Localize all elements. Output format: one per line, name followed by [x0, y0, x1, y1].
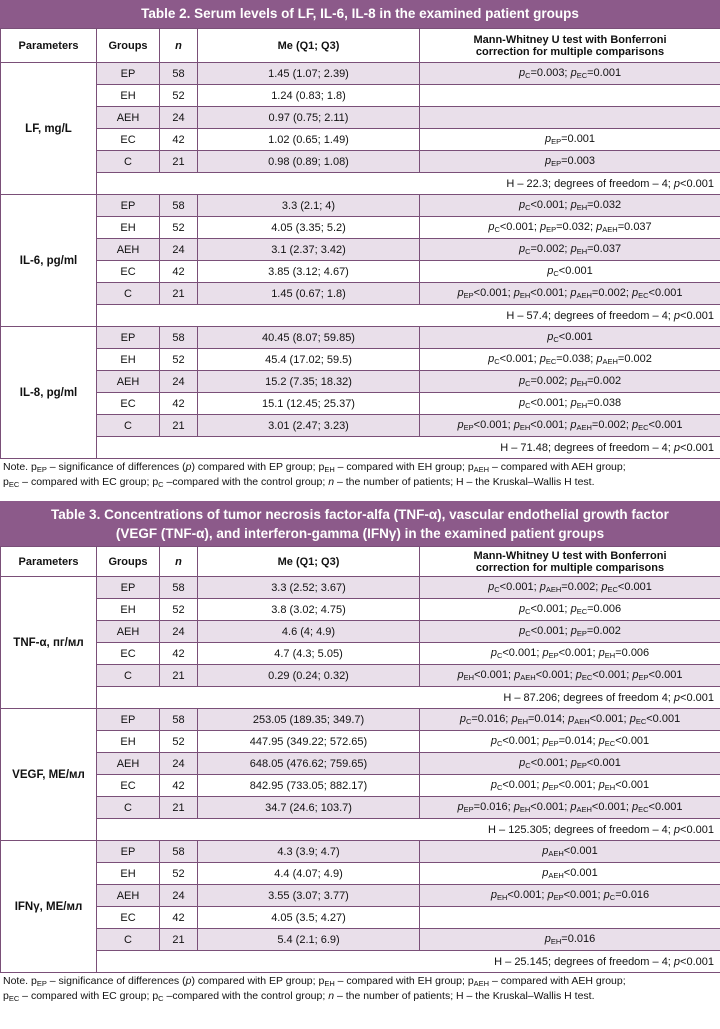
- table-row: [1, 349, 720, 371]
- header-groups: Groups: [97, 547, 160, 577]
- n-cell: 24: [160, 885, 198, 907]
- table-row: [1, 261, 720, 283]
- group-cell: EC: [97, 393, 160, 415]
- table-3-body: [1, 577, 720, 973]
- p-value-cell: $p_{EH}<0.001$; $p_{AEH}<0.001$; $p_{EC}<0.001$; $p_{EP}<0.001$: [420, 665, 720, 687]
- n-cell: 42: [160, 261, 198, 283]
- table-3-title-line-1: Table 3. Concentrations of tumor necrosis factor-alfa (TNF-α), vascular endothelial growth factor: [51, 507, 669, 522]
- group-cell: EP: [97, 63, 160, 85]
- table-row: [1, 929, 720, 951]
- p-value-cell: $p_C=0.002$; $p_{EH}=0.037$: [420, 239, 720, 261]
- summary-row: [1, 819, 720, 841]
- group-cell: EH: [97, 85, 160, 107]
- group-cell: EH: [97, 349, 160, 371]
- n-cell: 24: [160, 753, 198, 775]
- p-value-cell: $p_C<0.001$; $p_{EH}=0.032$: [420, 195, 720, 217]
- n-cell: 24: [160, 371, 198, 393]
- group-cell: AEH: [97, 239, 160, 261]
- n-cell: 58: [160, 841, 198, 863]
- group-cell: C: [97, 283, 160, 305]
- median-cell: 45.4 (17.02; 59.5): [198, 349, 420, 371]
- p-value-cell: [420, 907, 720, 929]
- summary-row: [1, 437, 720, 459]
- header-parameters: Parameters: [1, 547, 97, 577]
- group-cell: C: [97, 797, 160, 819]
- n-cell: 24: [160, 621, 198, 643]
- table-3-title-line-2: (VEGF (TNF-α), and interferon-gamma (IFNγ) in the examined patient groups: [115, 526, 605, 541]
- summary-row: [1, 305, 720, 327]
- table-row: [1, 753, 720, 775]
- table-3: [0, 501, 720, 1005]
- median-cell: 4.05 (3.35; 5.2): [198, 217, 420, 239]
- p-value-cell: $p_C<0.001$; $p_{AEH}=0.002$; $p_{EC}<0.001$: [420, 577, 720, 599]
- p-value-cell: [420, 85, 720, 107]
- median-cell: 3.1 (2.37; 3.42): [198, 239, 420, 261]
- median-cell: 34.7 (24.6; 103.7): [198, 797, 420, 819]
- p-value-cell: $p_{EP}<0.001$; $p_{EH}<0.001$; $p_{AEH}=0.002$; $p_{EC}<0.001$: [420, 415, 720, 437]
- p-value-cell: $p_{EP}=0.016$; $p_{EH}<0.001$; $p_{AEH}<0.001$; $p_{EC}<0.001$: [420, 797, 720, 819]
- table-row: [1, 217, 720, 239]
- table-3-note: [0, 973, 720, 1005]
- table-row: [1, 151, 720, 173]
- p-value-cell: $p_C<0.001$; $p_{EP}<0.001$: [420, 753, 720, 775]
- summary-row: [1, 951, 720, 973]
- median-cell: 15.1 (12.45; 25.37): [198, 393, 420, 415]
- median-cell: 3.55 (3.07; 3.77): [198, 885, 420, 907]
- p-value-cell: $p_C=0.016$; $p_{EH}=0.014$; $p_{AEH}<0.001$; $p_{EC}<0.001$: [420, 709, 720, 731]
- kruskal-wallis-summary: H – 22.3; degrees of freedom – 4; p<0.001: [97, 173, 720, 195]
- median-cell: 4.05 (3.5; 4.27): [198, 907, 420, 929]
- group-cell: EC: [97, 775, 160, 797]
- table-row: [1, 577, 720, 599]
- table-row: [1, 85, 720, 107]
- median-cell: 1.02 (0.65; 1.49): [198, 129, 420, 151]
- median-cell: 648.05 (476.62; 759.65): [198, 753, 420, 775]
- table-row: [1, 775, 720, 797]
- p-value-cell: $p_C<0.001$; $p_{EC}=0.006$: [420, 599, 720, 621]
- n-cell: 21: [160, 415, 198, 437]
- n-cell: 42: [160, 775, 198, 797]
- median-cell: 842.95 (733.05; 882.17): [198, 775, 420, 797]
- median-cell: 4.3 (3.9; 4.7): [198, 841, 420, 863]
- table-row: [1, 885, 720, 907]
- p-value-cell: [420, 107, 720, 129]
- median-cell: 40.45 (8.07; 59.85): [198, 327, 420, 349]
- table-row: [1, 393, 720, 415]
- p-value-cell: $p_{AEH}<0.001$: [420, 863, 720, 885]
- table-row: [1, 371, 720, 393]
- n-cell: 58: [160, 63, 198, 85]
- n-cell: 21: [160, 797, 198, 819]
- table-row: [1, 195, 720, 217]
- table-row: [1, 599, 720, 621]
- table-2-note: [0, 459, 720, 495]
- n-cell: 21: [160, 929, 198, 951]
- p-value-cell: $p_C=0.003$; $p_{EC}=0.001$: [420, 63, 720, 85]
- median-cell: 4.6 (4; 4.9): [198, 621, 420, 643]
- p-value-cell: $p_C<0.001$; $p_{EP}<0.001$; $p_{EH}=0.006$: [420, 643, 720, 665]
- table-row: [1, 907, 720, 929]
- median-cell: 1.24 (0.83; 1.8): [198, 85, 420, 107]
- n-cell: 52: [160, 349, 198, 371]
- parameter-label: IL-6, pg/ml: [1, 195, 97, 327]
- n-cell: 21: [160, 151, 198, 173]
- n-cell: 58: [160, 195, 198, 217]
- n-cell: 52: [160, 599, 198, 621]
- median-cell: 3.01 (2.47; 3.23): [198, 415, 420, 437]
- median-cell: 4.7 (4.3; 5.05): [198, 643, 420, 665]
- n-cell: 42: [160, 393, 198, 415]
- group-cell: EP: [97, 327, 160, 349]
- p-value-cell: $p_C=0.002$; $p_{EH}=0.002$: [420, 371, 720, 393]
- group-cell: EP: [97, 577, 160, 599]
- kruskal-wallis-summary: H – 87.206; degrees of freedom 4; p<0.001: [97, 687, 720, 709]
- header-me: Me (Q1; Q3): [198, 547, 420, 577]
- group-cell: EC: [97, 643, 160, 665]
- table-3-header-row: [1, 547, 720, 577]
- p-value-cell: $p_{EH}=0.016$: [420, 929, 720, 951]
- table-row: [1, 797, 720, 819]
- parameter-label: TNF-α, пг/мл: [1, 577, 97, 709]
- n-cell: 42: [160, 907, 198, 929]
- group-cell: EC: [97, 129, 160, 151]
- median-cell: 447.95 (349.22; 572.65): [198, 731, 420, 753]
- summary-row: [1, 173, 720, 195]
- median-cell: 253.05 (189.35; 349.7): [198, 709, 420, 731]
- group-cell: C: [97, 929, 160, 951]
- median-cell: 3.3 (2.1; 4): [198, 195, 420, 217]
- group-cell: AEH: [97, 107, 160, 129]
- header-mann-whitney: Mann-Whitney U test with Bonferroni correction for multiple comparisons: [420, 547, 720, 577]
- table-row: [1, 841, 720, 863]
- median-cell: 0.97 (0.75; 2.11): [198, 107, 420, 129]
- p-value-cell: $p_C<0.001$; $p_{EP}=0.032$; $p_{AEH}=0.037$: [420, 217, 720, 239]
- median-cell: 1.45 (0.67; 1.8): [198, 283, 420, 305]
- n-cell: 24: [160, 239, 198, 261]
- table-row: [1, 665, 720, 687]
- table-2-header-row: [1, 29, 720, 63]
- table-row: [1, 129, 720, 151]
- group-cell: EP: [97, 841, 160, 863]
- group-cell: C: [97, 151, 160, 173]
- median-cell: 3.85 (3.12; 4.67): [198, 261, 420, 283]
- p-value-cell: $p_C<0.001$; $p_{EP}<0.001$; $p_{EH}<0.001$: [420, 775, 720, 797]
- parameter-label: VEGF, МЕ/мл: [1, 709, 97, 841]
- n-cell: 58: [160, 327, 198, 349]
- group-cell: AEH: [97, 371, 160, 393]
- table-row: [1, 621, 720, 643]
- median-cell: 15.2 (7.35; 18.32): [198, 371, 420, 393]
- parameter-label: LF, mg/L: [1, 63, 97, 195]
- n-cell: 21: [160, 283, 198, 305]
- group-cell: EP: [97, 195, 160, 217]
- group-cell: EH: [97, 217, 160, 239]
- p-value-cell: $p_C<0.001$; $p_{EP}=0.014$; $p_{EC}<0.001$: [420, 731, 720, 753]
- p-value-cell: $p_{EP}=0.003$: [420, 151, 720, 173]
- group-cell: C: [97, 665, 160, 687]
- p-value-cell: $p_{AEH}<0.001$: [420, 841, 720, 863]
- table-3-grid: [0, 546, 720, 973]
- table-3-note-line-1: Note. $p_{EP}$ – significance of differences (p) compared with EP group; $p_{EH}$ – compared with EH group; $p_{AEH}$ – compared with AEH group;: [3, 975, 626, 988]
- kruskal-wallis-summary: H – 71.48; degrees of freedom – 4; p<0.001: [97, 437, 720, 459]
- median-cell: 3.8 (3.02; 4.75): [198, 599, 420, 621]
- p-value-cell: $p_{EH}<0.001$; $p_{EP}<0.001$; $p_C=0.016$: [420, 885, 720, 907]
- p-value-cell: $p_{EP}<0.001$; $p_{EH}<0.001$; $p_{AEH}=0.002$; $p_{EC}<0.001$: [420, 283, 720, 305]
- group-cell: EC: [97, 261, 160, 283]
- n-cell: 42: [160, 129, 198, 151]
- table-2: [0, 0, 720, 495]
- p-value-cell: $p_{EP}=0.001$: [420, 129, 720, 151]
- parameter-label: IFNγ, МЕ/мл: [1, 841, 97, 973]
- kruskal-wallis-summary: H – 57.4; degrees of freedom – 4; p<0.001: [97, 305, 720, 327]
- kruskal-wallis-summary: H – 25.145; degrees of freedom – 4; p<0.001: [97, 951, 720, 973]
- table-row: [1, 731, 720, 753]
- header-n: n: [160, 547, 198, 577]
- group-cell: AEH: [97, 753, 160, 775]
- group-cell: AEH: [97, 621, 160, 643]
- n-cell: 42: [160, 643, 198, 665]
- median-cell: 4.4 (4.07; 4.9): [198, 863, 420, 885]
- p-value-cell: $p_C<0.001$; $p_{EC}=0.038$; $p_{AEH}=0.002$: [420, 349, 720, 371]
- group-cell: EP: [97, 709, 160, 731]
- table-row: [1, 239, 720, 261]
- table-2-grid: [0, 28, 720, 459]
- group-cell: EH: [97, 731, 160, 753]
- table-2-title: Table 2. Serum levels of LF, IL-6, IL-8 in the examined patient groups: [0, 0, 720, 28]
- header-parameters: Parameters: [1, 29, 97, 63]
- parameter-label: IL-8, pg/ml: [1, 327, 97, 459]
- p-value-cell: $p_C<0.001$: [420, 327, 720, 349]
- table-row: [1, 709, 720, 731]
- table-row: [1, 63, 720, 85]
- table-row: [1, 643, 720, 665]
- p-value-cell: $p_C<0.001$; $p_{EH}=0.038$: [420, 393, 720, 415]
- table-3-note-line-2: $p_{EC}$ – compared with EC group; $p_C$ –compared with the control group; n – the number of patients; H – the Kruskal–Wallis H test.: [3, 990, 595, 1003]
- table-row: [1, 107, 720, 129]
- table-3-title: [0, 501, 720, 546]
- median-cell: 1.45 (1.07; 2.39): [198, 63, 420, 85]
- n-cell: 21: [160, 665, 198, 687]
- summary-row: [1, 687, 720, 709]
- n-cell: 58: [160, 709, 198, 731]
- header-groups: Groups: [97, 29, 160, 63]
- median-cell: 0.29 (0.24; 0.32): [198, 665, 420, 687]
- kruskal-wallis-summary: H – 125.305; degrees of freedom – 4; p<0.001: [97, 819, 720, 841]
- p-value-cell: $p_C<0.001$: [420, 261, 720, 283]
- table-2-body: [1, 63, 720, 459]
- header-mann-whitney: Mann-Whitney U test with Bonferroni correction for multiple comparisons: [420, 29, 720, 63]
- group-cell: EH: [97, 599, 160, 621]
- table-row: [1, 415, 720, 437]
- header-n: n: [160, 29, 198, 63]
- median-cell: 5.4 (2.1; 6.9): [198, 929, 420, 951]
- n-cell: 52: [160, 731, 198, 753]
- n-cell: 58: [160, 577, 198, 599]
- group-cell: AEH: [97, 885, 160, 907]
- p-value-cell: $p_C<0.001$; $p_{EP}=0.002$: [420, 621, 720, 643]
- group-cell: EC: [97, 907, 160, 929]
- median-cell: 0.98 (0.89; 1.08): [198, 151, 420, 173]
- table-2-note-line-1: Note. $p_{EP}$ – significance of differences (p) compared with EP group; $p_{EH}$ – compared with EH group; $p_{AEH}$ – compared with AEH group;: [3, 461, 626, 474]
- n-cell: 24: [160, 107, 198, 129]
- table-row: [1, 283, 720, 305]
- table-row: [1, 863, 720, 885]
- header-me: Me (Q1; Q3): [198, 29, 420, 63]
- n-cell: 52: [160, 863, 198, 885]
- group-cell: EH: [97, 863, 160, 885]
- n-cell: 52: [160, 217, 198, 239]
- group-cell: C: [97, 415, 160, 437]
- median-cell: 3.3 (2.52; 3.67): [198, 577, 420, 599]
- table-row: [1, 327, 720, 349]
- n-cell: 52: [160, 85, 198, 107]
- table-2-note-line-2: $p_{EC}$ – compared with EC group; $p_C$ –compared with the control group; n – the number of patients; H – the Kruskal–Wallis H test.: [3, 476, 595, 489]
